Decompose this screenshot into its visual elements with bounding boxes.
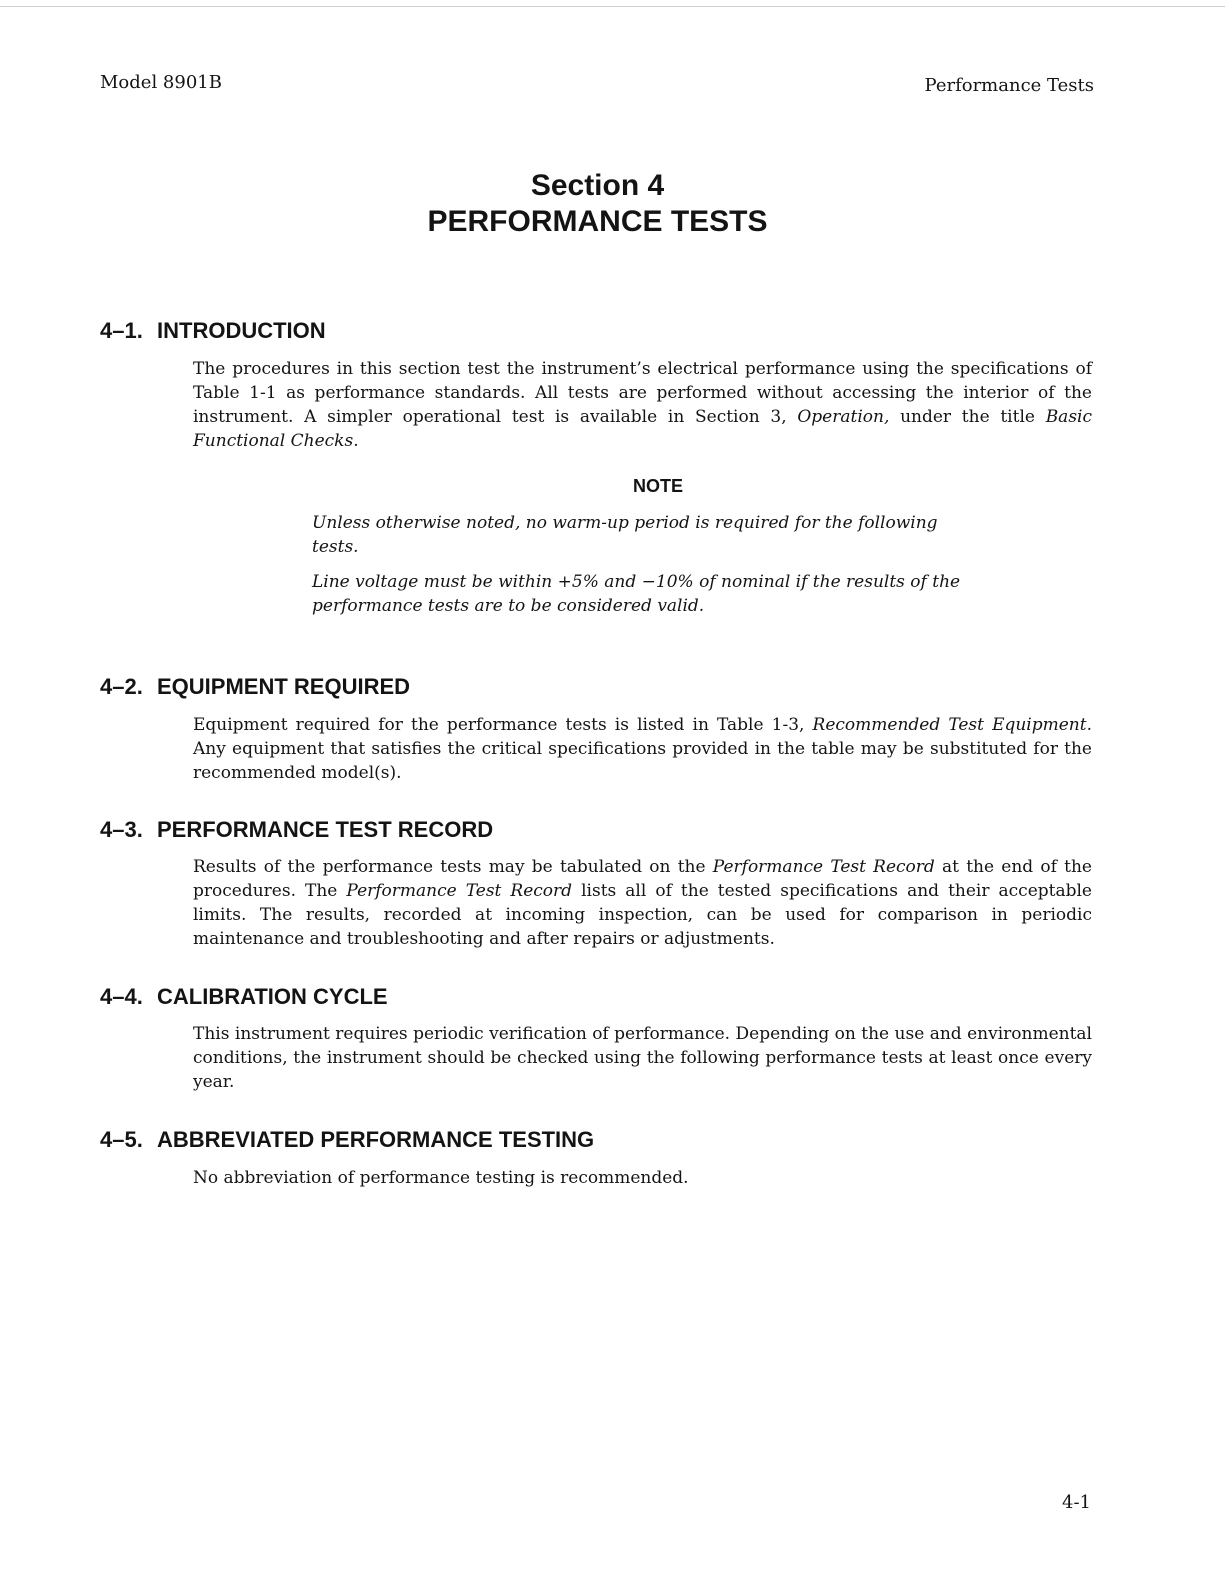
heading-introduction — [100, 318, 326, 344]
section-name: PERFORMANCE TESTS — [427, 205, 768, 238]
xref-recommended-test-equipment: Recommended Test Equipment. — [812, 715, 1092, 735]
heading-number: 4–4. — [100, 984, 143, 1009]
heading-label: INTRODUCTION — [157, 318, 326, 343]
heading-abbreviated-performance-testing — [100, 1127, 594, 1153]
paragraph-performance-test-record: Results of the performance tests may be tabulated on the Performance Test Record at the end of the procedures. The Performance Test Record lists all of the tested specifications and their acceptable limits. The results, recorded at incoming inspection, can be used for comparison in periodic maintenance and troubleshooting and after repairs or adjustments. — [193, 857, 1092, 949]
note-paragraph-line-voltage: Line voltage must be within +5% and −10% of nominal if the results of the performance tests are to be considered valid. — [312, 572, 961, 616]
heading-label: PERFORMANCE TEST RECORD — [157, 817, 494, 842]
xref-operation: Operation, — [797, 407, 890, 427]
page-number: 4-1 — [1062, 1492, 1091, 1513]
xref-performance-test-record: Performance Test Record — [712, 857, 935, 877]
heading-label: EQUIPMENT REQUIRED — [157, 674, 411, 699]
paragraph-abbreviated-performance-testing: No abbreviation of performance testing is recommended. — [193, 1168, 689, 1188]
xref-performance-test-record: Performance Test Record — [346, 881, 573, 901]
note-label: NOTE — [632, 476, 683, 496]
paragraph-calibration-cycle: This instrument requires periodic verification of performance. Depending on the use and environmental conditions, the instrument should be checked using the following performance tests at least once every year. — [193, 1024, 1092, 1092]
heading-number: 4–2. — [100, 674, 143, 699]
paragraph-equipment-required: Equipment required for the performance tests is listed in Table 1-3, Recommended Test Equipment. Any equipment that satisfies the critical specifications provided in the table may be substituted for the recommended model(s). — [193, 715, 1092, 783]
top-rule — [0, 6, 1225, 7]
xref-basic-functional-checks: Basic Functional Checks. — [193, 407, 1092, 451]
note-paragraph-warmup: Unless otherwise noted, no warm-up period is required for the following tests. — [312, 513, 938, 557]
heading-number: 4–1. — [100, 318, 143, 343]
page-title — [0, 168, 1195, 240]
heading-number: 4–5. — [100, 1127, 143, 1152]
running-header-model: Model 8901B — [100, 72, 222, 93]
heading-performance-test-record — [100, 817, 493, 843]
paragraph-introduction: The procedures in this section test the instrument’s electrical performance using the specifications of Table 1-1 as performance standards. All tests are performed without accessing the interior of the instrument. A simpler operational test is available in Section 3, Operation, under the title Basic Functional Checks. — [193, 359, 1092, 451]
running-header-chapter: Performance Tests — [924, 75, 1094, 96]
heading-equipment-required — [100, 674, 410, 700]
heading-label: CALIBRATION CYCLE — [157, 984, 388, 1009]
heading-calibration-cycle — [100, 984, 388, 1010]
section-number: Section 4 — [530, 169, 665, 202]
heading-number: 4–3. — [100, 817, 143, 842]
heading-label: ABBREVIATED PERFORMANCE TESTING — [157, 1127, 595, 1152]
